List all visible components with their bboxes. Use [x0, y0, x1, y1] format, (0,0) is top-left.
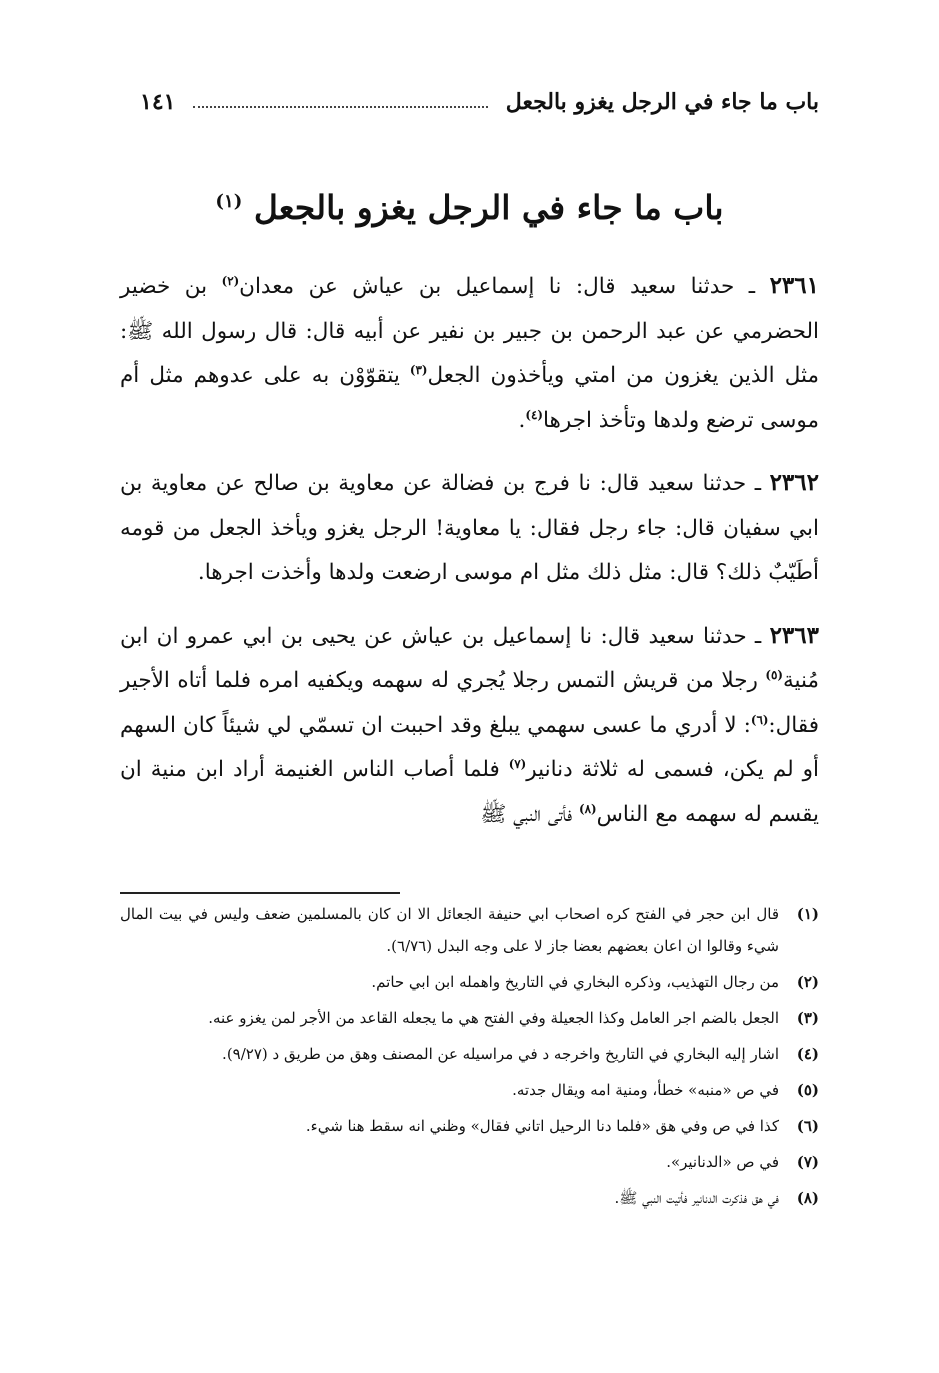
footnote-text: في هق فذكرت الدنانير فأتيت النبي ﷺ.: [614, 1189, 779, 1207]
hadith-number: ٢٣٦١: [769, 272, 819, 299]
hadith-text: ـ حدثنا سعيد قال: نا فرج بن فضالة عن معاوية بن صالح عن معاوية بن ابي سفيان قال: جاء رجل فقال: يا معاوية! الرجل يغزو ويأخذ الجعل من قومه أطَيّبٌ ذلك؟ قال: مثل ذلك مثل ام موسى ارضعت ولدها وأخذت اجرها.: [120, 471, 819, 585]
footnote-text: في ص «الدنانير».: [666, 1153, 779, 1171]
footnote-ref: (٧): [508, 756, 527, 771]
footnote-number: (٨): [796, 1189, 819, 1207]
footnote-number: (٥): [796, 1081, 819, 1099]
footnote-ref: (٤): [525, 407, 543, 422]
hadith-paragraph: [120, 264, 819, 443]
page-number: ١٤١: [140, 89, 176, 115]
footnote-text: الجعل بالضم اجر العامل وكذا الجعيلة وفي الفتح هي ما يجعله القاعد من الأجر لمن يغزو عنه.: [208, 1009, 779, 1027]
footnote: [120, 1110, 819, 1142]
footnote: [120, 1002, 819, 1034]
footnote-ref: (٦): [750, 712, 769, 727]
hadith-text: .: [518, 407, 526, 433]
running-title: باب ما جاء في الرجل يغزو بالجعل: [505, 89, 819, 115]
header-dotted-leader: [193, 106, 487, 108]
hadith-text: : لا أدري ما عسى سهمي يبلغ وقد احببت ان تسمّي لي شيئاً كان السهم أو لم يكن، فسمى له ثلاثة دنانير: [120, 712, 819, 782]
footnote: [120, 1146, 819, 1178]
hadith-text: فلما أصاب الناس الغنيمة أراد ابن منية ان يقسم له سهمه مع الناس: [120, 757, 819, 827]
running-header: [140, 82, 819, 122]
hadith-paragraph: [120, 614, 819, 838]
footnote-text: قال ابن حجر في الفتح كره اصحاب ابي حنيفة الجعائل الا ان كان بالمسلمين ضعف وليس في بيت المال شيء وقالوا ان اعان بعضهم بعضا جاز لا على وجه البدل (٦/٧٦).: [120, 905, 779, 955]
footnote-number: (٧): [796, 1153, 819, 1171]
footnote-number: (٢): [796, 973, 819, 991]
footnote-divider: [120, 892, 400, 894]
footnote: [120, 1182, 819, 1214]
footnote-ref: (٨): [579, 801, 597, 816]
footnote-text: اشار إليه البخاري في التاريخ واخرجه د في مراسيله عن المصنف وهق من طريق د (٩/٢٧).: [222, 1045, 779, 1063]
hadith-text: يتقوّوْن به على عدوهم مثل أم موسى ترضع ولدها وتأخذ اجرها: [120, 363, 819, 433]
footnote-text: من رجال التهذيب، وذكره البخاري في التاريخ واهمله ابن ابي حاتم.: [371, 973, 779, 991]
footnote: [120, 898, 819, 962]
hadith-text: رجلا من قريش التمس رجلا يُجري له سهمه ويكفيه امره فلما أتاه الأجير فقال:: [120, 668, 819, 738]
footnote-number: (٤): [796, 1045, 819, 1063]
footnote-number: (١): [796, 905, 819, 923]
hadith-text: بن خضير الحضرمي عن عبد الرحمن بن جبير بن نفير عن أبيه قال: قال رسول الله ﷺ: مثل الذين يغزون من امتي ويأخذون الجعل: [120, 274, 819, 388]
footnote-number: (٣): [796, 1009, 819, 1027]
footnote: [120, 1038, 819, 1070]
footnote: [120, 966, 819, 998]
footnote-text: في ص «منبه» خطأ، ومنية امه ويقال جدته.: [512, 1081, 779, 1099]
hadith-number: ٢٣٦٢: [769, 469, 819, 496]
footnote: [120, 1074, 819, 1106]
hadith-paragraph: [120, 461, 819, 596]
hadith-text: فأتى النبي ﷺ: [480, 801, 580, 827]
chapter-footnote-ref: (١): [215, 191, 243, 212]
chapter-title: [120, 178, 819, 238]
hadith-number: ٢٣٦٣: [769, 621, 819, 649]
chapter-title-text: باب ما جاء في الرجل يغزو بالجعل: [253, 188, 724, 227]
footnote-ref: (٢): [221, 273, 240, 288]
footnote-number: (٦): [796, 1117, 819, 1135]
hadith-text: ـ حدثنا سعيد قال: نا إسماعيل بن عياش عن معدان: [239, 274, 770, 299]
footnote-ref: (٥): [765, 667, 783, 682]
footnotes: [120, 898, 819, 1218]
footnote-ref: (٣): [409, 362, 428, 377]
footnote-text: كذا في ص وفي هق «فلما دنا الرحيل اتاني فقال» وظني انه سقط هنا شيء.: [305, 1117, 779, 1135]
main-text: [120, 264, 819, 855]
hadith-text: ـ حدثنا سعيد قال: نا إسماعيل بن عياش عن يحيى بن ابي عمرو ان ابن مُنية: [120, 623, 819, 693]
